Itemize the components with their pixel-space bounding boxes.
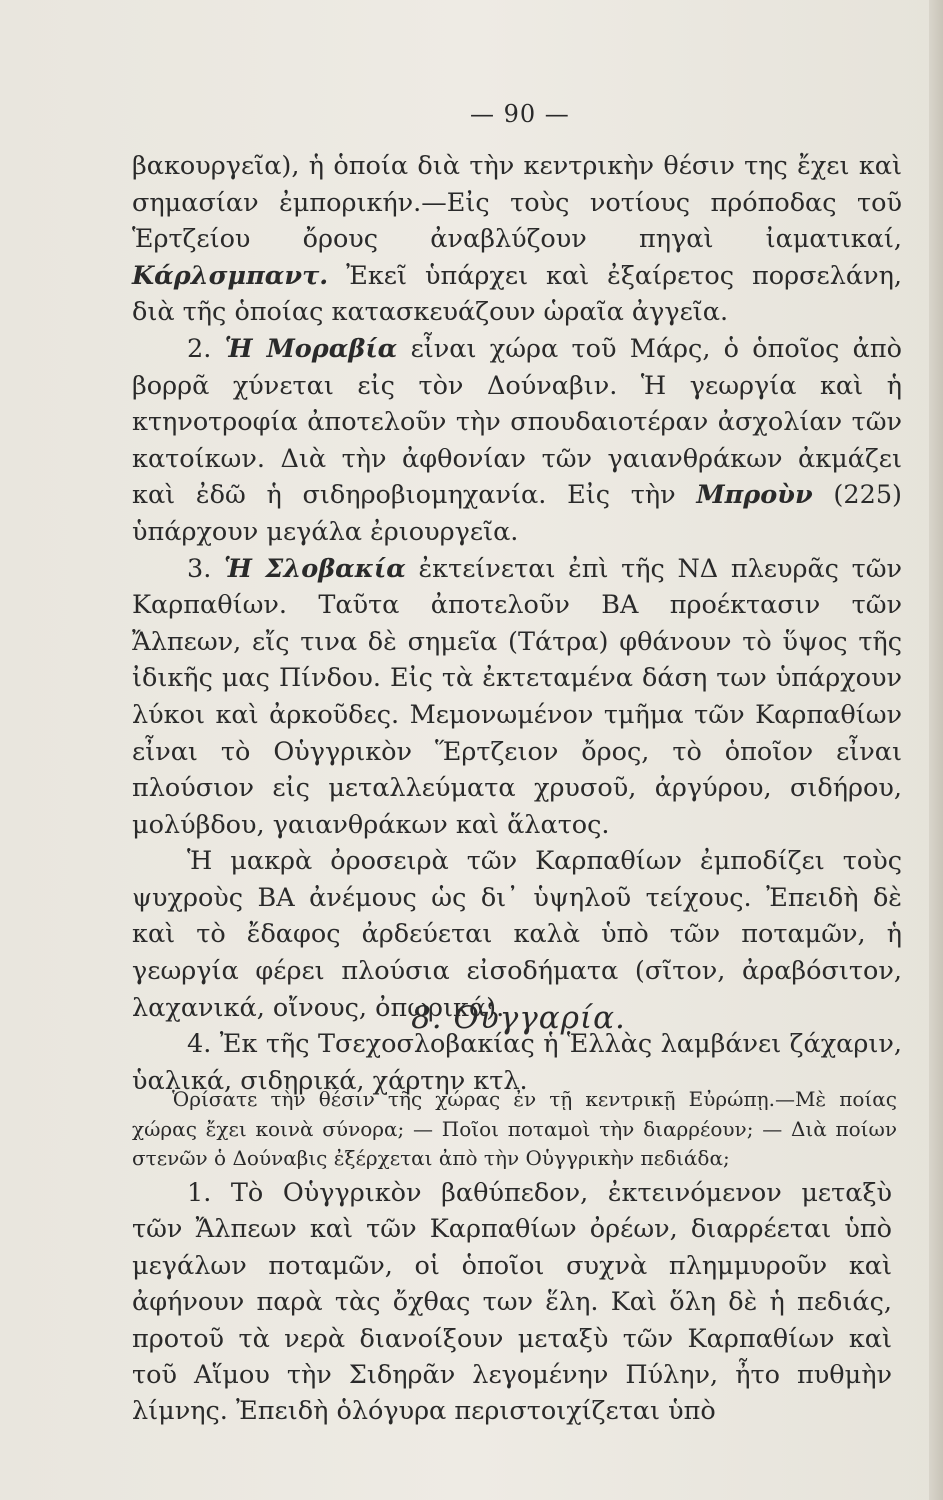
item-number-2: 2. bbox=[187, 333, 212, 364]
questions-text: Ὁρίσατε τὴν θέσιν τῆς χώρας ἐν τῇ κεντρικῇ Εὐρώπῃ.—Μὲ ποίας χώρας ἔχει κοινὰ σύνορα; — Ποῖοι ποταμοὶ τὴν διαρρέουν; — Διὰ ποίων στενῶν ὁ Δούναβις ἐξέρχεται ἀπὸ τὴν Οὑγγρικὴν πεδιάδα; bbox=[132, 1087, 897, 1170]
imports-text: Ἐκ τῆς Τσεχοσλοβακίας ἡ Ἑλλὰς λαμβάνει ζάχαριν, ὑαλικά, σιδηρικά, χάρτην κτλ. bbox=[132, 1029, 902, 1096]
page-spine-edge bbox=[929, 0, 943, 1500]
hungary-text bbox=[132, 1175, 892, 1430]
paragraph-hungarian-plain: 1. Τὸ Οὑγγρικὸν βαθύπεδον, ἐκτεινόμενον μεταξὺ τῶν Ἄλπεων καὶ τῶν Καρπαθίων ὀρέων, διαρρέεται ὑπὸ μεγάλων ποταμῶν, οἱ ὁποῖοι συχνὰ πλημμυροῦν καὶ ἀφήνουν παρὰ τὰς ὄχθας των ἕλη. Καὶ ὅλη δὲ ἡ πεδιάς, προτοῦ τὰ νερὰ διανοίξουν μεταξὺ τῶν Καρπαθίων καὶ τοῦ Αἵμου τὴν Σιδηρᾶν λεγομένην Πύλην, ἦτο πυθμὴν λίμνης. Ἐπειδὴ ὁλόγυρα περιστοιχίζεται ὑπὸ bbox=[132, 1178, 892, 1427]
section-title: 8. Οὑγγαρία. bbox=[411, 1000, 626, 1036]
item-number-4: 4. bbox=[187, 1029, 212, 1060]
main-text bbox=[132, 148, 902, 1099]
moravia-heading: Ἡ Μοραβία bbox=[224, 333, 398, 364]
review-questions bbox=[132, 1085, 897, 1174]
slovakia-text: ἐκτείνεται ἐπὶ τῆς ΝΔ πλευρᾶς τῶν Καρπαθίων. Ταῦτα ἀποτελοῦν ΒΑ προέκτασιν τῶν Ἄλπεων, εἴς τινα δὲ σημεῖα (Τάτρα) φθάνουν τὸ ὕψος τῆς ἰδικῆς μας Πίνδου. Εἰς τὰ ἐκτεταμένα δάση των ὑπάρχουν λύκοι καὶ ἀρκοῦδες. Μεμονωμένον τμῆμα τῶν Καρπαθίων εἶναι τὸ Οὑγγρικὸν Ἕρτζειον ὄρος, τὸ ὁποῖον εἶναι πλούσιον εἰς μεταλλεύματα χρυσοῦ, ἀργύρου, σιδήρου, μολύβδου, γαιανθράκων καὶ ἅλατος. bbox=[132, 553, 902, 840]
brno-emphasis: Μπροὺν bbox=[696, 480, 813, 511]
paragraph-carpathians: Ἡ μακρὰ ὀροσειρὰ τῶν Καρπαθίων ἐμποδίζει τοὺς ψυχροὺς ΒΑ ἀνέμους ὡς δι᾿ ὑψηλοῦ τείχους. Ἐπειδὴ δὲ καὶ τὸ ἔδαφος ἀρδεύεται καλὰ ὑπὸ τῶν ποταμῶν, ἡ γεωργία φέρει πλούσια εἰσοδήματα (σῖτον, ἀραβόσιτον, λαχανικά, οἴνους, ὀπωρικά). bbox=[132, 846, 902, 1023]
moravia-text: εἶναι χώρα τοῦ Μάρς, ὁ ὁποῖος ἀπὸ βορρᾶ χύνεται εἰς τὸν Δούναβιν. Ἡ γεωργία καὶ ἡ κτηνοτροφία ἀποτελοῦν τὴν σπουδαιοτέραν ἀσχολίαν τῶν κατοίκων. Διὰ τὴν ἀφθονίαν τῶν γαιανθράκων ἀκμάζει καὶ ἐδῶ ἡ σιδηροβιομηχανία. Εἰς τὴν bbox=[132, 333, 903, 511]
paragraph-slovakia bbox=[132, 551, 902, 844]
moravia-end: (225) ὑπάρχουν μεγάλα ἐριουργεῖα. bbox=[132, 480, 902, 547]
paragraph-moravia bbox=[132, 331, 902, 551]
item-number-3: 3. bbox=[187, 553, 212, 584]
slovakia-heading: Ἡ Σλοβακία bbox=[223, 553, 406, 584]
page-number: — 90 — bbox=[470, 100, 570, 128]
paragraph-1 bbox=[132, 148, 902, 331]
karlsbad-emphasis: Κάρλσμπαντ. bbox=[132, 260, 329, 291]
paragraph-1-end: Ἐκεῖ ὑπάρχει καὶ ἐξαίρετος πορσελάνη, διὰ τῆς ὁποίας κατασκευάζουν ὡραῖα ἀγγεῖα. bbox=[132, 260, 902, 328]
paragraph-1-text: βακουργεῖα), ἡ ὁποία διὰ τὴν κεντρικὴν θέσιν της ἔχει καὶ σημασίαν ἐμπορικήν.—Εἰς τοὺς νοτίους πρόποδας τοῦ Ἑρτζείου ὄρους ἀναβλύζουν πηγαὶ ἰαματικαί, bbox=[132, 151, 902, 255]
